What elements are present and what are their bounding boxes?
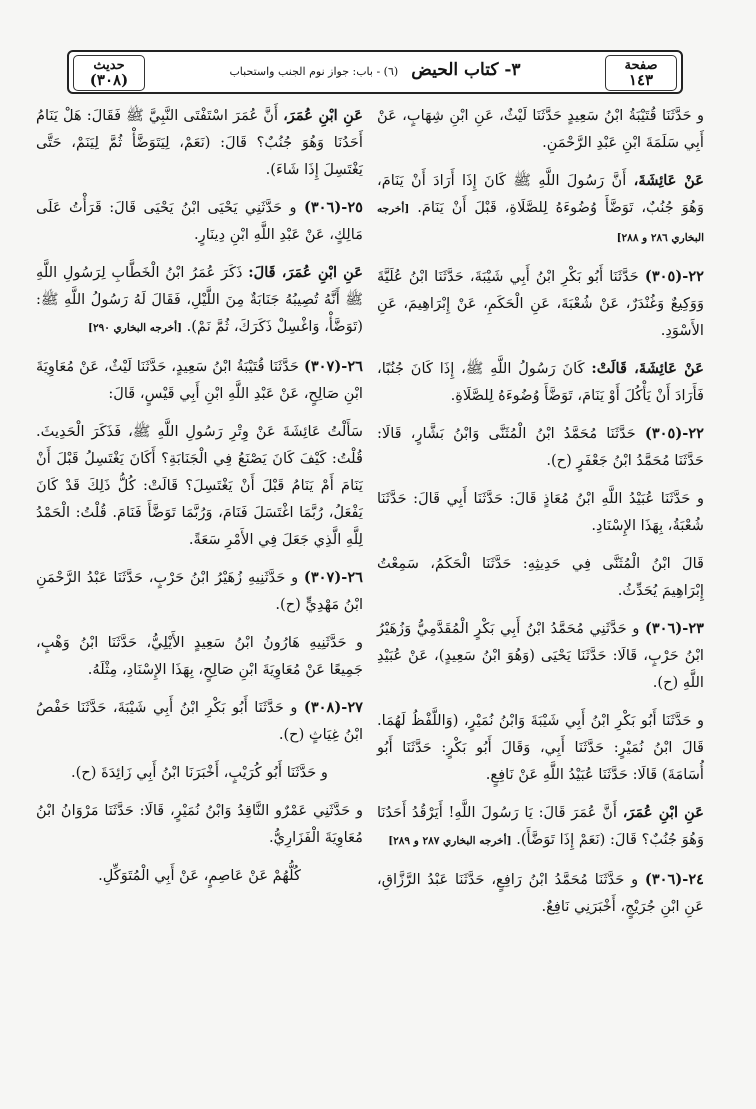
hadith-paragraph [36, 353, 363, 407]
page-number: ١٤٣ [628, 71, 654, 89]
hadith-paragraph [377, 799, 704, 855]
hadith-paragraph [36, 259, 363, 342]
hadith-label: حديث [93, 58, 125, 73]
paragraph-text: و حَدَّثَنَا أَبُو كُرَيْبٍ، أَخْبَرَنَا ابْنُ أَبِي زَائِدَةَ (ح). [71, 764, 328, 781]
paragraph-text: كَانَ رَسُولُ اللَّهِ ﷺ، إِذَا كَانَ جُنُبًا، فَأَرَادَ أَنْ يَأْكُلَ أَوْ يَنَامَ، تَوَضَّأَ وُضُوءَهُ لِلصَّلَاةِ. [377, 360, 704, 404]
paragraph-text: و حَدَّثَنِيهِ هَارُونُ ابْنُ سَعِيدٍ الأَيْلِيُّ، حَدَّثَنَا ابْنُ وَهْبٍ، جَمِيعًا عَنْ مُعَاوِيَةَ ابْنِ صَالِحٍ، بِهَذَا الإِسْنَادِ، مِثْلَهُ. [36, 634, 363, 678]
paragraph-text: قَالَ ابْنُ الْمُثَنَّى فِي حَدِيثِهِ: حَدَّثَنَا الْحَكَمُ، سَمِعْتُ إِبْرَاهِيمَ يُحَدِّثُ. [377, 555, 704, 599]
paragraph-text: و حَدَّثَنَا أَبُو بَكْرِ ابْنُ أَبِي شَيْبَةَ وَابْنُ نُمَيْرٍ، (وَاللَّفْظُ لَهُمَا. قَالَ ابْنُ نُمَيْرٍ: حَدَّثَنَا أَبِي، وَقَالَ أَبُو بَكْرٍ: حَدَّثَنَا أَبُو أُسَامَةَ) قَالَا: حَدَّثَنَا عُبَيْدُ اللَّهِ عَنْ نَافِعٍ. [377, 712, 704, 783]
paragraph-text: سَأَلْتُ عَائِشَةَ عَنْ وِتْرِ رَسُولِ اللَّهِ ﷺ، فَذَكَرَ الْحَدِيثَ. قُلْتُ: كَيْفَ كَانَ يَصْنَعُ فِي الْجَنَابَةِ؟ أَكَانَ يَغْتَسِلُ قَبْلَ أَنْ يَنَامَ أَمْ يَنَامُ قَبْلَ أَنْ يَغْتَسِلَ؟ قَالَتْ: كُلُّ ذَلِكَ قَدْ كَانَ يَفْعَلُ، رُبَّمَا اغْتَسَلَ فَنَامَ، وَرُبَّمَا تَوَضَّأَ فَنَامَ. قُلْتُ: الْحَمْدُ لِلَّهِ الَّذِي جَعَلَ فِي الأَمْرِ سَعَةً. [36, 423, 363, 548]
narrator-label: عَنْ عَائِشَةَ، [633, 172, 705, 189]
right-column [377, 102, 704, 931]
hadith-number-label: ٢٧-(٣٠٨) [303, 699, 363, 716]
paragraph-text: ذَكَرَ عُمَرُ ابْنُ الْخَطَّابِ لِرَسُولِ اللَّهِ ﷺ أَنَّهُ تُصِيبُهُ جَنَابَةٌ مِنَ اللَّيْلِ، فَقَالَ لَهُ رَسُولُ اللَّهِ ﷺ: (تَوَضَّأْ، وَاغْسِلْ ذَكَرَكَ، ثُمَّ نَمْ). [36, 264, 363, 335]
hadith-paragraph [377, 167, 704, 252]
hadith-paragraph [36, 797, 363, 851]
hadith-number-label: ٢٦-(٣٠٧) [303, 358, 364, 375]
hadith-number-box [73, 55, 145, 91]
paragraph-text: و حَدَّثَنَا أَبُو بَكْرِ ابْنُ أَبِي شَيْبَةَ، حَدَّثَنَا حَفْصُ ابْنُ غِيَاثٍ (ح). [36, 699, 363, 743]
hadith-number-label: ٢٢-(٣٠٥) [644, 268, 704, 285]
hadith-paragraph [36, 418, 363, 553]
paragraph-text: حَدَّثَنَا مُحَمَّدُ ابْنُ الْمُثَنَّى وَابْنُ بَشَّارٍ، قَالَا: حَدَّثَنَا مُحَمَّدُ ابْنُ جَعْفَرٍ (ح). [377, 425, 704, 469]
paragraph-text: و حَدَّثَنَا قُتَيْبَةُ ابْنُ سَعِيدٍ حَدَّثَنَا لَيْثٌ، عَنِ ابْنِ شِهَابٍ، عَنْ أَبِي سَلَمَةَ ابْنِ عَبْدِ الرَّحْمَنِ. [377, 107, 704, 151]
hadith-paragraph [36, 694, 363, 748]
paragraph-text: أَنَّ عُمَرَ اسْتَفْتَى النَّبِيَّ ﷺ فَقَالَ: هَلْ يَنَامُ أَحَدُنَا وَهُوَ جُنُبٌ؟ قَالَ: (نَعَمْ، لِيَتَوَضَّأْ ثُمَّ لِيَنَمْ، حَتَّى يَغْتَسِلَ إِذَا شَاءَ). [36, 107, 363, 178]
paragraph-text: أَنَّ عُمَرَ قَالَ: يَا رَسُولَ اللَّهِ! أَيَرْقُدُ أَحَدُنَا وَهُوَ جُنُبٌ؟ قَالَ: (نَعَمْ إِذَا تَوَضَّأَ). [377, 804, 704, 848]
paragraph-text: و حَدَّثَنِيهِ زُهَيْرُ ابْنُ حَرْبٍ، حَدَّثَنَا عَبْدُ الرَّحْمَنِ ابْنُ مَهْدِيٍّ (ح). [36, 569, 363, 613]
paragraph-text: و حَدَّثَنِي يَحْيَى ابْنُ يَحْيَى قَالَ: قَرَأْتُ عَلَى مَالِكٍ، عَنْ عَبْدِ اللَّهِ ابْنِ دِينَارٍ. [36, 199, 363, 243]
page-number-box [605, 55, 677, 91]
hadith-paragraph [377, 420, 704, 474]
hadith-paragraph [377, 355, 704, 409]
paragraph-text: حَدَّثَنَا قُتَيْبَةُ ابْنُ سَعِيدٍ، حَدَّثَنَا لَيْثٌ، عَنْ مُعَاوِيَةَ ابْنِ صَالِحٍ، عَنْ عَبْدِ اللَّهِ ابْنِ أَبِي قَيْسٍ، قَالَ: [36, 358, 363, 402]
hadith-paragraph [36, 194, 363, 248]
header-title [149, 60, 601, 80]
hadith-paragraph [377, 485, 704, 539]
paragraph-text: أَنَّ رَسُولَ اللَّهِ ﷺ كَانَ إِذَا أَرَادَ أَنْ يَنَامَ، وَهُوَ جُنُبٌ، تَوَضَّأَ وُضُوءَهُ لِلصَّلَاةِ، قَبْلَ أَنْ يَنَامَ. [377, 172, 704, 216]
paragraph-text: و حَدَّثَنَا عُبَيْدُ اللَّهِ ابْنُ مُعَاذٍ قَالَ: حَدَّثَنَا أَبِي قَالَ: حَدَّثَنَا شُعْبَةُ، بِهَذَا الإِسْنَادِ. [377, 490, 704, 534]
page-header [67, 50, 683, 94]
hadith-number-label: ٢٤-(٣٠٦) [644, 871, 704, 888]
book-title: ٣- كتاب الحيض [411, 60, 521, 80]
reference-note: [أخرجه البخاري ٢٩٠] [87, 322, 183, 334]
paragraph-text: و حَدَّثَنَا مُحَمَّدُ ابْنُ رَافِعٍ، حَدَّثَنَا عَبْدُ الرَّزَّاقِ، عَنِ ابْنِ جُرَيْجٍ، أَخْبَرَنِي نَافِعٌ. [377, 871, 704, 915]
hadith-paragraph [377, 866, 704, 920]
chapter-title: (٦) - باب: جواز نوم الجنب واستحباب [229, 65, 399, 78]
hadith-paragraph [36, 629, 363, 683]
reference-note: [أخرجه البخاري ٢٨٧ و ٢٨٩] [388, 835, 512, 847]
hadith-paragraph [36, 564, 363, 618]
hadith-number-label: ٢٦-(٣٠٧) [303, 569, 363, 586]
hadith-number: (٣٠٨) [89, 71, 129, 89]
page-label: صفحة [624, 58, 658, 73]
hadith-paragraph [377, 550, 704, 604]
hadith-paragraph [377, 615, 704, 696]
left-column [36, 102, 363, 900]
hadith-paragraph [36, 102, 363, 183]
hadith-paragraph [377, 102, 704, 156]
hadith-paragraph [377, 707, 704, 788]
hadith-paragraph [377, 263, 704, 344]
narrator-label: عَنِ ابْنِ عُمَرَ، [622, 804, 704, 821]
narrator-label: عَنْ عَائِشَةَ، قَالَتْ: [591, 360, 704, 377]
narrator-label: عَنِ ابْنِ عُمَرَ، قَالَ: [248, 264, 363, 281]
hadith-number-label: ٢٢-(٣٠٥) [644, 425, 704, 442]
hadith-paragraph [36, 759, 363, 786]
hadith-paragraph [36, 862, 363, 889]
hadith-number-label: ٢٣-(٣٠٦) [644, 620, 704, 637]
hadith-number-label: ٢٥-(٣٠٦) [303, 199, 364, 216]
paragraph-text: حَدَّثَنَا أَبُو بَكْرِ ابْنُ أَبِي شَيْبَةَ، حَدَّثَنَا ابْنُ عُلَيَّةَ وَوَكِيعٌ وَغُنْدَرٌ، عَنْ شُعْبَةَ، عَنِ الْحَكَمِ، عَنْ إِبْرَاهِيمَ، عَنِ الأَسْوَدِ. [377, 268, 704, 339]
narrator-label: عَنِ ابْنِ عُمَرَ، [283, 107, 363, 124]
paragraph-text: كُلُّهُمْ عَنْ عَاصِمٍ، عَنْ أَبِي الْمُتَوَكِّلِ. [98, 867, 301, 884]
reference-note: [أخرجه البخاري ٢٨٦ و ٢٨٨] [377, 203, 704, 244]
paragraph-text: و حَدَّثَنِي مُحَمَّدُ ابْنُ أَبِي بَكْرٍ الْمُقَدَّمِيُّ وَزُهَيْرُ ابْنُ حَرْبٍ، قَالَا: حَدَّثَنَا يَحْيَى (وَهُوَ ابْنُ سَعِيدٍ)، عَنْ عُبَيْدِ اللَّهِ (ح). [377, 620, 704, 691]
paragraph-text: و حَدَّثَنِي عَمْرٌو النَّاقِدُ وَابْنُ نُمَيْرٍ، قَالَا: حَدَّثَنَا مَرْوَانُ ابْنُ مُعَاوِيَةَ الْفَزَارِيُّ. [36, 802, 363, 846]
